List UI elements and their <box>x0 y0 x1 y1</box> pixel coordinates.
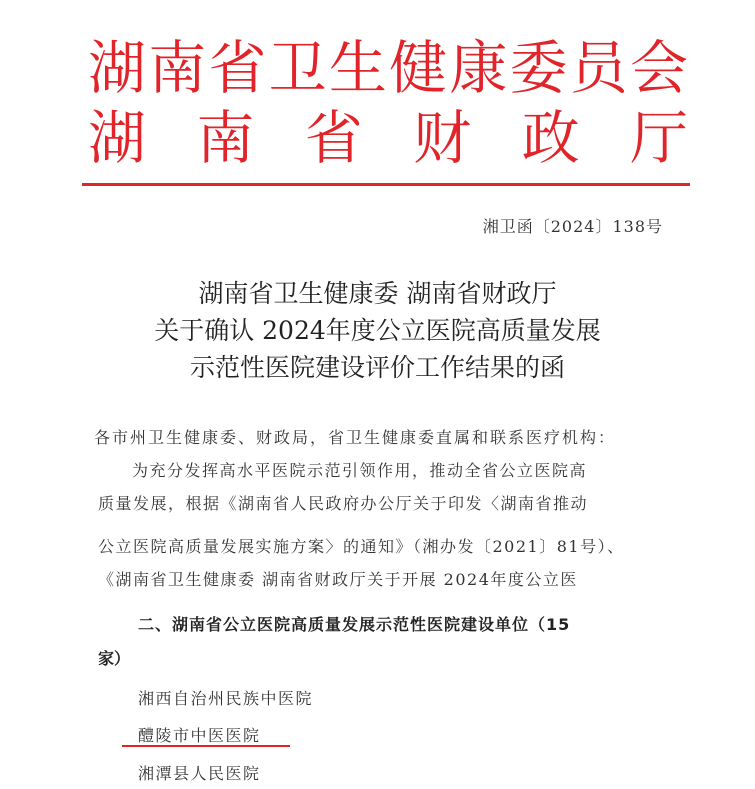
document-title <box>0 275 755 386</box>
letterhead-char: 湖 <box>88 104 147 172</box>
letterhead-char: 生 <box>328 34 387 102</box>
letterhead-char: 委 <box>509 34 568 102</box>
body-paragraph-line-2: 质量发展，根据《湖南省人民政府办公厅关于印发〈湖南省推动 <box>98 494 589 513</box>
letterhead-char: 财 <box>413 104 472 172</box>
letterhead-char: 湖 <box>88 34 147 102</box>
issuer-name-finance-department <box>88 106 688 170</box>
body-paragraph-line-1: 为充分发挥高水平医院示范引领作用，推动全省公立医院高 <box>132 461 588 480</box>
letterhead-char: 员 <box>569 34 628 102</box>
letterhead-char: 省 <box>304 104 363 172</box>
letterhead-char: 健 <box>389 34 448 102</box>
letterhead-char: 会 <box>629 34 688 102</box>
body-paragraph-line-4: 《湖南省卫生健康委 湖南省财政厅关于开展 2024年度公立医 <box>98 570 578 589</box>
hospital-list-item: 湘西自治州民族中医院 <box>138 689 314 708</box>
hospital-list-item: 醴陵市中医医院 <box>138 726 261 745</box>
letterhead-char: 省 <box>208 34 267 102</box>
letterhead-char: 康 <box>449 34 508 102</box>
letterhead-char: 南 <box>196 104 255 172</box>
addressee-line: 各市州卫生健康委、财政局，省卫生健康委直属和联系医疗机构： <box>94 428 617 447</box>
body-paragraph-line-3: 公立医院高质量发展实施方案〉的通知》（湘办发〔2021〕81号）、 <box>98 537 625 556</box>
section-heading: 二、湖南省公立医院高质量发展示范性医院建设单位（15 <box>138 615 571 634</box>
letterhead-char: 厅 <box>629 104 688 172</box>
title-line-1: 湖南省卫生健康委 湖南省财政厅 <box>198 279 557 308</box>
red-underline-highlight <box>122 745 290 747</box>
document-number: 湘卫函〔2024〕138号 <box>482 217 663 236</box>
letterhead-char: 卫 <box>268 34 327 102</box>
section-heading-continued: 家） <box>98 649 131 668</box>
hospital-list-item: 湘潭县人民医院 <box>138 764 261 783</box>
red-header-rule <box>82 183 690 186</box>
letterhead-char: 南 <box>148 34 207 102</box>
title-line-3: 示范性医院建设评价工作结果的函 <box>189 353 565 382</box>
issuer-name-health-commission <box>88 36 688 100</box>
title-line-2: 关于确认 2024年度公立医院高质量发展 <box>154 316 601 345</box>
letterhead-char: 政 <box>521 104 580 172</box>
